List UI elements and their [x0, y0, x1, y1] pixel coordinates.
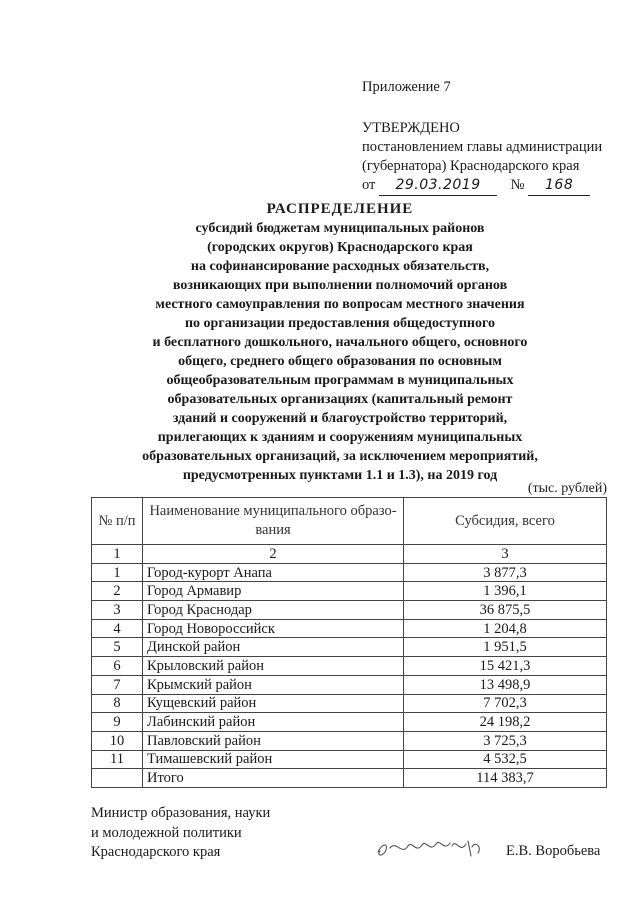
index-cell: 1	[92, 545, 143, 564]
row-name: Крымский район	[143, 675, 404, 694]
title-heading: РАСПРЕДЕЛЕНИЕ	[266, 201, 414, 217]
row-name: Город-курорт Анапа	[143, 563, 404, 582]
approval-line-2: (губернатора) Краснодарского края	[362, 158, 580, 174]
table-row	[92, 657, 607, 676]
approval-date-line	[362, 176, 602, 196]
table-row	[92, 582, 607, 601]
approval-block	[362, 78, 602, 196]
row-value: 24 198,2	[404, 713, 607, 732]
appendix-label: Приложение 7	[362, 79, 451, 95]
row-value: 7 702,3	[404, 694, 607, 713]
row-name: Лабинский район	[143, 713, 404, 732]
subsidy-table	[91, 497, 607, 788]
date-prefix: от	[362, 177, 376, 193]
index-cell: 3	[404, 545, 607, 564]
title-line: местного самоуправления по вопросам местного значения	[155, 297, 525, 312]
number-value: 168	[528, 176, 590, 196]
row-num: 10	[92, 731, 143, 750]
row-name: Город Краснодар	[143, 601, 404, 620]
header-subsidy: Субсидия, всего	[404, 498, 607, 545]
table-row	[92, 694, 607, 713]
signatory-line-3: Краснодарского края	[91, 844, 221, 860]
row-num: 1	[92, 563, 143, 582]
table-row	[92, 675, 607, 694]
signatory-line-1: Министр образования, науки	[91, 805, 271, 821]
row-value: 3 725,3	[404, 731, 607, 750]
row-num: 7	[92, 675, 143, 694]
row-value: 13 498,9	[404, 675, 607, 694]
row-name: Город Армавир	[143, 582, 404, 601]
row-name: Павловский район	[143, 731, 404, 750]
total-label: Итого	[143, 769, 404, 788]
table-row	[92, 638, 607, 657]
total-num-empty	[92, 769, 143, 788]
row-value: 1 951,5	[404, 638, 607, 657]
table-row	[92, 750, 607, 769]
signatory-block	[91, 804, 270, 863]
table-total-row	[92, 769, 607, 788]
units-label: (тыс. рублей)	[527, 481, 607, 496]
row-value: 3 877,3	[404, 563, 607, 582]
row-name: Кущевский район	[143, 694, 404, 713]
row-value: 36 875,5	[404, 601, 607, 620]
row-num: 4	[92, 619, 143, 638]
number-prefix: №	[510, 177, 525, 193]
signatory-line-2: и молодежной политики	[91, 824, 242, 841]
header-name: Наименование муниципального образо- вания	[143, 498, 404, 545]
table-row	[92, 619, 607, 638]
row-num: 6	[92, 657, 143, 676]
title-line: на софинансирование расходных обязательств,	[190, 259, 490, 274]
table-row	[92, 601, 607, 620]
document-title	[60, 201, 620, 485]
row-name: Город Новороссийск	[143, 619, 404, 638]
date-value: 29.03.2019	[379, 176, 497, 196]
title-line: зданий и сооружений и благоустройство территорий,	[172, 411, 508, 426]
table-index-row	[92, 545, 607, 564]
table-row	[92, 713, 607, 732]
row-name: Тимашевский район	[143, 750, 404, 769]
row-num: 11	[92, 750, 143, 769]
title-line: прилегающих к зданиям и сооружениям муниципальных	[157, 430, 523, 445]
index-cell: 2	[143, 545, 404, 564]
title-line: (городских округов) Краснодарского края	[207, 240, 473, 255]
title-line: возникающих при выполнении полномочий органов	[172, 278, 508, 293]
row-num: 8	[92, 694, 143, 713]
table-row	[92, 731, 607, 750]
title-line: общего, среднего общего образования по основным	[178, 354, 502, 369]
row-num: 3	[92, 601, 143, 620]
signatory-name: Е.В. Воробьева	[506, 843, 601, 859]
row-value: 4 532,5	[404, 750, 607, 769]
table-row	[92, 563, 607, 582]
row-name: Динской район	[143, 638, 404, 657]
header-num: № п/п	[92, 498, 143, 545]
row-num: 5	[92, 638, 143, 657]
title-line: по организации предоставления общедоступного	[184, 316, 496, 331]
title-line: субсидий бюджетам муниципальных районов	[195, 221, 485, 236]
row-value: 1 396,1	[404, 582, 607, 601]
title-line: и бесплатного дошкольного, начального общего, основного	[152, 335, 528, 350]
total-value: 114 383,7	[404, 769, 607, 788]
title-line: образовательных организациях (капитальный ремонт	[167, 392, 513, 407]
title-line: общеобразовательным программам в муниципальных	[166, 373, 514, 388]
title-line: образовательных организаций, за исключением мероприятий,	[142, 449, 538, 464]
row-num: 2	[92, 582, 143, 601]
row-value: 1 204,8	[404, 619, 607, 638]
title-line: предусмотренных пунктами 1.1 и 1.3), на 2019 год	[182, 468, 498, 483]
row-name: Крыловский район	[143, 657, 404, 676]
table-header-row	[92, 498, 607, 545]
row-num: 9	[92, 713, 143, 732]
row-value: 15 421,3	[404, 657, 607, 676]
handwritten-signature	[372, 826, 490, 866]
approval-line-1: постановлением главы администрации	[362, 139, 603, 155]
approved-label: УТВЕРЖДЕНО	[362, 120, 460, 136]
